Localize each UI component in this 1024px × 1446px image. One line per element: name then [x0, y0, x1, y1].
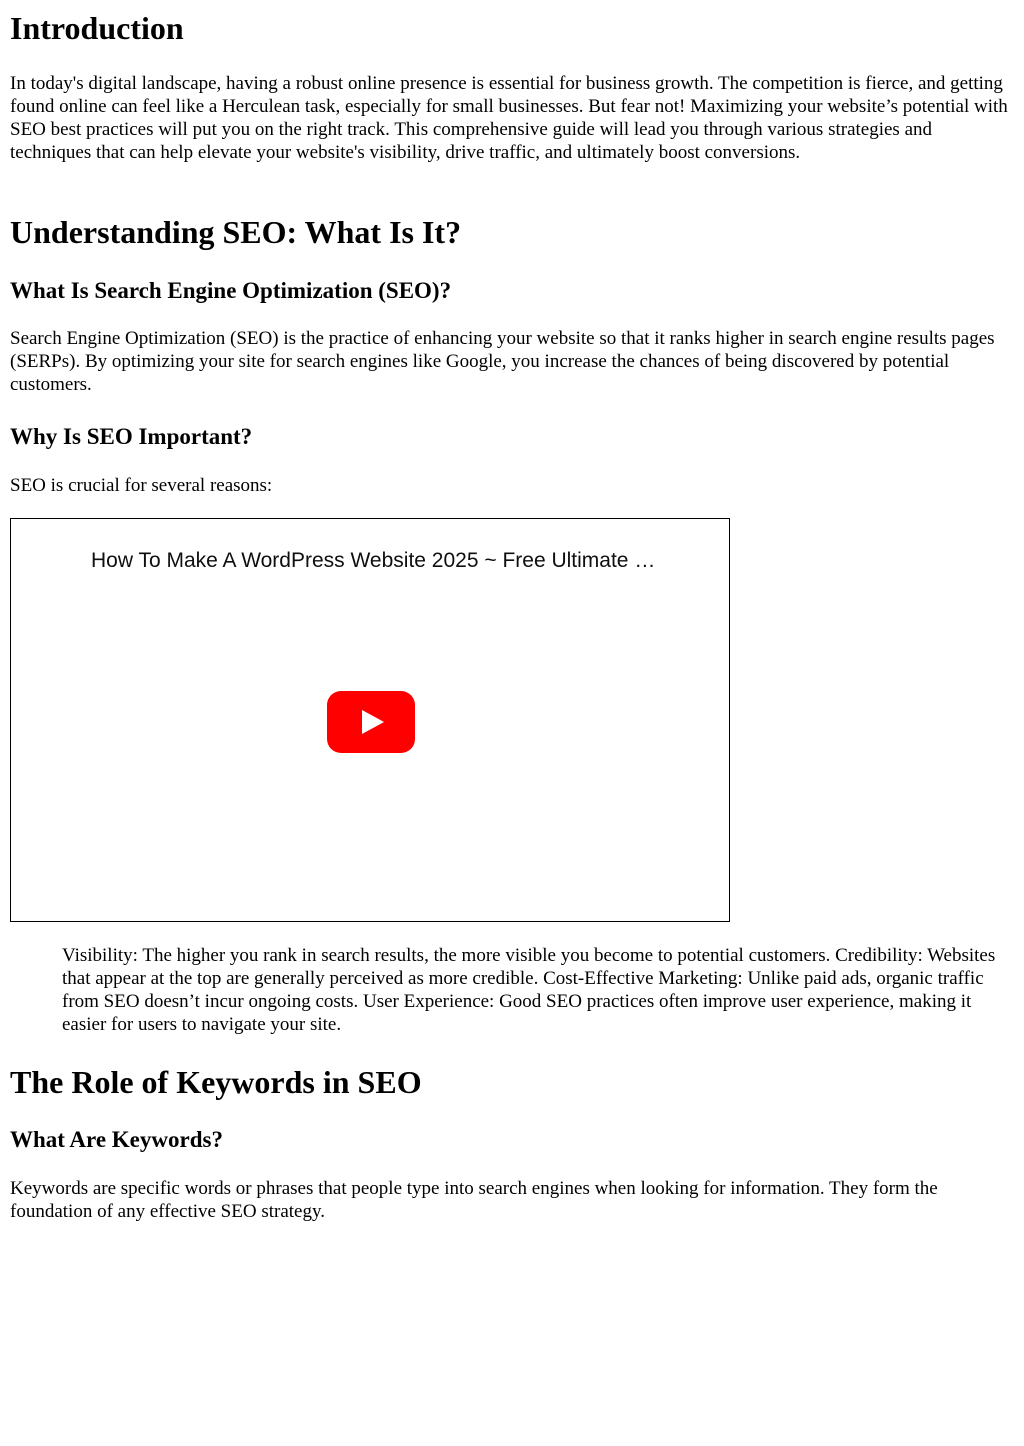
video-embed[interactable] — [10, 518, 730, 922]
keywords-role-heading: The Role of Keywords in SEO — [10, 1064, 422, 1100]
what-are-keywords-heading: What Are Keywords? — [10, 1127, 223, 1152]
what-is-seo-heading: What Is Search Engine Optimization (SEO)? — [10, 278, 452, 303]
video-title[interactable]: How To Make A WordPress Website 2025 ~ Free Ultimate … — [91, 549, 656, 572]
what-are-keywords-paragraph: Keywords are specific words or phrases that people type into search engines when looking for information. They form the foundation of any effective SEO strategy. — [10, 1178, 938, 1222]
seo-reasons-paragraph: Visibility: The higher you rank in search results, the more visible you become to potential customers. Credibility: Websites that appear at the top are generally perceived as more credible. Cost-Effective Marketing: Unlike paid ads, organic traffic from SEO doesn’t incur ongoing costs. User Experience: Good SEO practices often improve user experience, making it easier for users to navigate your site. — [62, 945, 996, 1035]
youtube-play-icon[interactable] — [327, 691, 415, 753]
why-seo-important-paragraph: SEO is crucial for several reasons: — [10, 475, 273, 496]
what-is-seo-paragraph: Search Engine Optimization (SEO) is the practice of enhancing your website so that it ranks higher in search engine results pages (SERPs). By optimizing your site for search engines like Google, you increase the chances of being discovered by potential customers. — [10, 328, 995, 395]
intro-paragraph: In today's digital landscape, having a robust online presence is essential for business growth. The competition is fierce, and getting found online can feel like a Herculean task, especially for small businesses. But fear not! Maximizing your website’s potential with SEO best practices will put you on the right track. This comprehensive guide will lead you through various strategies and techniques that can help elevate your website's visibility, drive traffic, and ultimately boost conversions. — [10, 73, 1008, 163]
intro-heading: Introduction — [10, 10, 184, 46]
why-seo-important-heading: Why Is SEO Important? — [10, 424, 253, 449]
understanding-seo-heading: Understanding SEO: What Is It? — [10, 214, 462, 250]
